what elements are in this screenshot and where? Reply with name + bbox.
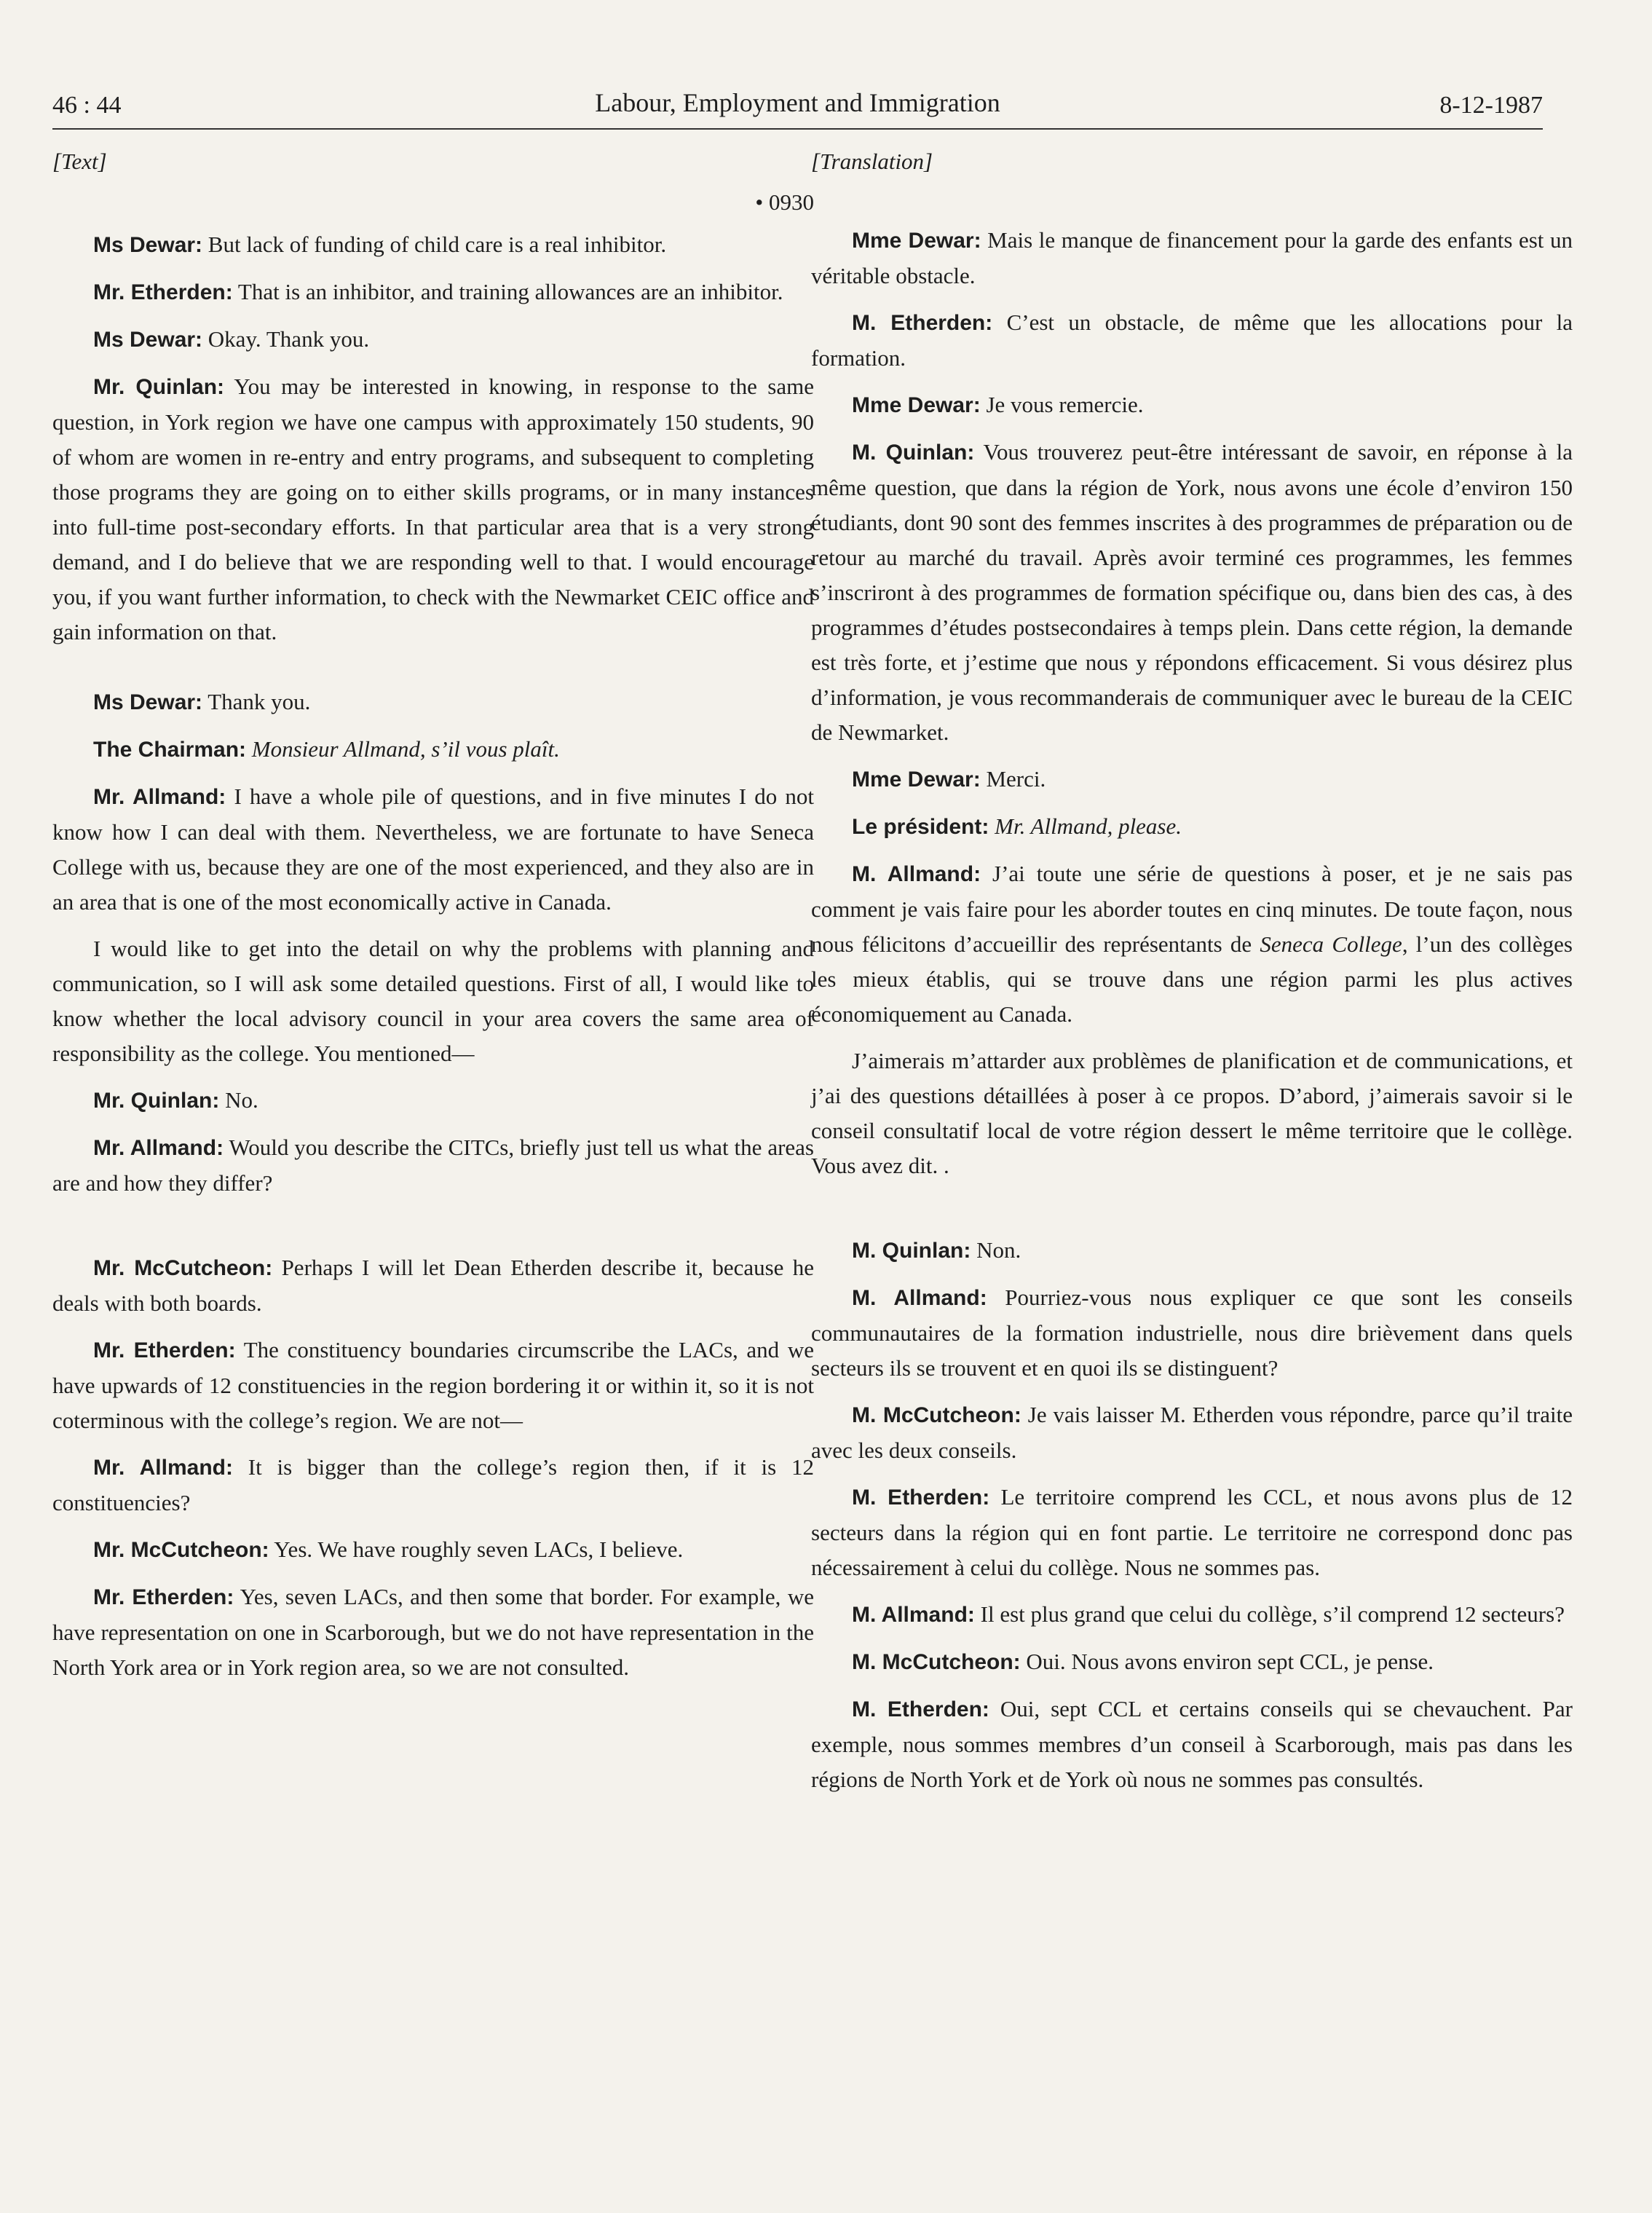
paragraph — [811, 305, 1573, 376]
paragraph — [52, 369, 814, 650]
speech: Perhaps I will let Dean Etherden describe it, because he deals with both boards. — [52, 1255, 815, 1316]
speech: Mr. Allmand, please. — [989, 813, 1182, 839]
speaker: Le président: — [852, 815, 989, 839]
speech: You may be interested in knowing, in response to the same question, in York region we have one campus with approximately 150 students, 90 of whom are women in re-entry and entry programs, and subsequent to completing those programs they are going on to either skills programs, or in many instances into full-time post-secondary efforts. In that particular area that is a very strong demand, and I do believe that we are responding well to that. I would encourage you, if you want further information, to check with the Newmarket CEIC office and gain information on that. — [52, 374, 814, 644]
paragraph — [52, 931, 814, 1071]
speech: Oui, sept CCL et certains conseils qui se chevauchent. Par exemple, nous sommes membres d’un conseil à Scarborough, mais pas dans les régions de North York et de York où nous ne sommes pas consultés. — [811, 1696, 1573, 1792]
paragraph — [52, 779, 814, 920]
paragraph — [811, 1480, 1573, 1585]
speaker: Mr. Etherden: — [93, 1585, 234, 1609]
running-title: Labour, Employment and Immigration — [595, 88, 1000, 117]
speaker: Mr. Allmand: — [93, 1456, 233, 1480]
speaker: Mme Dewar: — [852, 229, 981, 253]
speaker: M. Etherden: — [852, 311, 993, 335]
paragraph — [52, 1450, 814, 1520]
speech: Pourriez-vous nous expliquer ce que sont les conseils communautaires de la formation industrielle, nous dire brièvement dans quels secteurs ils se trouvent et en quoi ils se distinguent? — [811, 1285, 1573, 1381]
paragraph — [811, 809, 1573, 845]
speech: Le territoire comprend les CCL, et nous avons plus de 12 secteurs dans la région qui en font partie. Le territoire ne correspond donc pas nécessairement à celui du collège. Nous ne sommes pas. — [811, 1484, 1573, 1580]
paragraph — [811, 762, 1573, 797]
speech: Thank you. — [202, 689, 311, 714]
paragraph — [811, 1692, 1573, 1797]
speaker: Ms Dewar: — [93, 233, 203, 257]
page-reference: 46 : 44 — [52, 92, 122, 119]
speech: J’aimerais m’attarder aux problèmes de planification et de communications, et j’ai des questions détaillées à poser à ce propos. D’abord, j’aimerais savoir si le conseil consultatif local de votre région dessert le même territoire que le collège. Vous avez dit. . — [811, 1048, 1573, 1178]
speech-continued: , l’un des collèges les mieux établis, qui se trouve dans une région parmi les plus actives économiquement au Canada. — [811, 931, 1573, 1027]
paragraph — [52, 685, 814, 720]
speech: Would you describe the CITCs, briefly just tell us what the areas are and how they differ? — [52, 1135, 814, 1196]
sitting-date: 8-12-1987 — [1439, 92, 1543, 119]
speaker: Mr. McCutcheon: — [93, 1256, 273, 1280]
speech: Vous trouverez peut-être intéressant de savoir, en réponse à la même question, que dans la région de York, nous avons une école d’environ 150 étudiants, dont 90 sont des femmes inscrites à des programmes de préparation ou de retour au marché du travail. Après avoir terminé ces programmes, les femmes s’inscriront à des programmes de formation spécifique ou, dans bien des cas, à des programmes d’études postsecondaires à temps plein. Dans cette région, la demande est très forte, et j’estime que nous y répondons efficacement. Si vous désirez plus d’information, je vous recommanderais de communiquer avec le bureau de la CEIC de Newmarket. — [811, 439, 1573, 745]
speech: The constituency boundaries circumscribe the LACs, and we have upwards of 12 constituencies in the region bordering it or within it, so it is not coterminous with the college’s region. We are not— — [52, 1337, 814, 1433]
speech: Je vais laisser M. Etherden vous répondre, parce qu’il traite avec les deux conseils. — [811, 1402, 1573, 1463]
paragraph — [811, 1397, 1573, 1468]
speech: Yes. We have roughly seven LACs, I believe. — [269, 1537, 684, 1562]
speaker: M. Quinlan: — [852, 1239, 971, 1263]
text-tag: [Text] — [52, 149, 107, 174]
paragraph — [52, 1083, 814, 1119]
speech: Yes, seven LACs, and then some that border. For example, we have representation on one in Scarborough, but we do not have representation in the North York area or in York region area, so we are not consulted. — [52, 1584, 814, 1680]
speech: I have a whole pile of questions, and in five minutes I do not know how I can deal with them. Nevertheless, we are fortunate to have Seneca College with us, because they are one of the most experienced, and they also are in an area that is one of the most economically active in Canada. — [52, 784, 814, 915]
speaker: M. Etherden: — [852, 1697, 989, 1721]
paragraph — [52, 1579, 814, 1685]
college-name: Seneca College — [1260, 931, 1402, 957]
speech: Je vous remercie. — [980, 392, 1144, 417]
page-header — [52, 84, 1543, 130]
time-mark: • 0930 — [755, 189, 814, 215]
paragraph — [52, 1532, 814, 1568]
paragraph — [52, 732, 814, 768]
translation-tag: [Translation] — [811, 149, 933, 174]
paragraph — [52, 1250, 814, 1321]
speaker: Mr. Quinlan: — [93, 1089, 220, 1113]
paragraph — [811, 435, 1573, 750]
speaker: Mme Dewar: — [852, 393, 981, 417]
speech: Mais le manque de financement pour la garde des enfants est un véritable obstacle. — [811, 227, 1573, 288]
speech: Oui. Nous avons environ sept CCL, je pense. — [1020, 1649, 1434, 1674]
paragraph — [811, 1280, 1573, 1386]
english-column — [52, 144, 814, 1697]
speech: Monsieur Allmand, s’il vous plaît. — [246, 736, 560, 762]
speaker: M. Allmand: — [852, 1603, 975, 1627]
speech: But lack of funding of child care is a real inhibitor. — [202, 232, 667, 257]
speaker: Mme Dewar: — [852, 768, 981, 792]
speaker: Mr. Allmand: — [93, 785, 226, 809]
paragraph — [811, 1597, 1573, 1633]
speaker: M. McCutcheon: — [852, 1403, 1021, 1427]
speaker: Mr. Etherden: — [93, 280, 233, 304]
paragraph — [52, 275, 814, 310]
speech: Merci. — [980, 766, 1046, 792]
paragraph — [811, 223, 1573, 293]
speaker: Mr. Quinlan: — [93, 375, 225, 399]
speech: Il est plus grand que celui du collège, s’il comprend 12 secteurs? — [974, 1601, 1565, 1627]
speaker: Ms Dewar: — [93, 690, 203, 714]
paragraph — [811, 856, 1573, 1032]
speaker: Mr. Etherden: — [93, 1338, 236, 1362]
paragraph — [52, 227, 814, 263]
speaker: Mr. Allmand: — [93, 1136, 224, 1160]
speaker: The Chairman: — [93, 738, 247, 762]
speaker: Ms Dewar: — [93, 328, 203, 352]
speech: That is an inhibitor, and training allowances are an inhibitor. — [232, 279, 783, 304]
speaker: M. Allmand: — [852, 862, 981, 886]
speech: It is bigger than the college’s region then, if it is 12 constituencies? — [52, 1454, 815, 1515]
speech: I would like to get into the detail on why the problems with planning and communication, so I will ask some detailed questions. First of all, I would like to know whether the local advisory council in your area covers the same area of responsibility as the college. You mentioned— — [52, 936, 814, 1066]
speaker: M. McCutcheon: — [852, 1650, 1021, 1674]
paragraph — [52, 1333, 814, 1438]
speech: No. — [219, 1087, 258, 1113]
paragraph — [52, 322, 814, 358]
speech: J’ai toute une série de questions à poser, et je ne sais pas comment je vais faire pour les aborder toutes en cinq minutes. De toute façon, nous nous félicitons d’accueillir des représentants de — [811, 861, 1573, 957]
speech: C’est un obstacle, de même que les allocations pour la formation. — [811, 309, 1573, 371]
speaker: M. Allmand: — [852, 1286, 987, 1310]
speaker: M. Quinlan: — [852, 441, 975, 465]
paragraph — [811, 387, 1573, 423]
speech: Non. — [971, 1237, 1021, 1263]
french-column — [811, 144, 1573, 1809]
speech: Okay. Thank you. — [202, 326, 370, 352]
paragraph — [811, 1044, 1573, 1183]
speaker: M. Etherden: — [852, 1486, 990, 1510]
paragraph — [52, 1130, 814, 1201]
paragraph — [811, 1233, 1573, 1269]
speaker: Mr. McCutcheon: — [93, 1538, 269, 1562]
paragraph — [811, 1644, 1573, 1680]
